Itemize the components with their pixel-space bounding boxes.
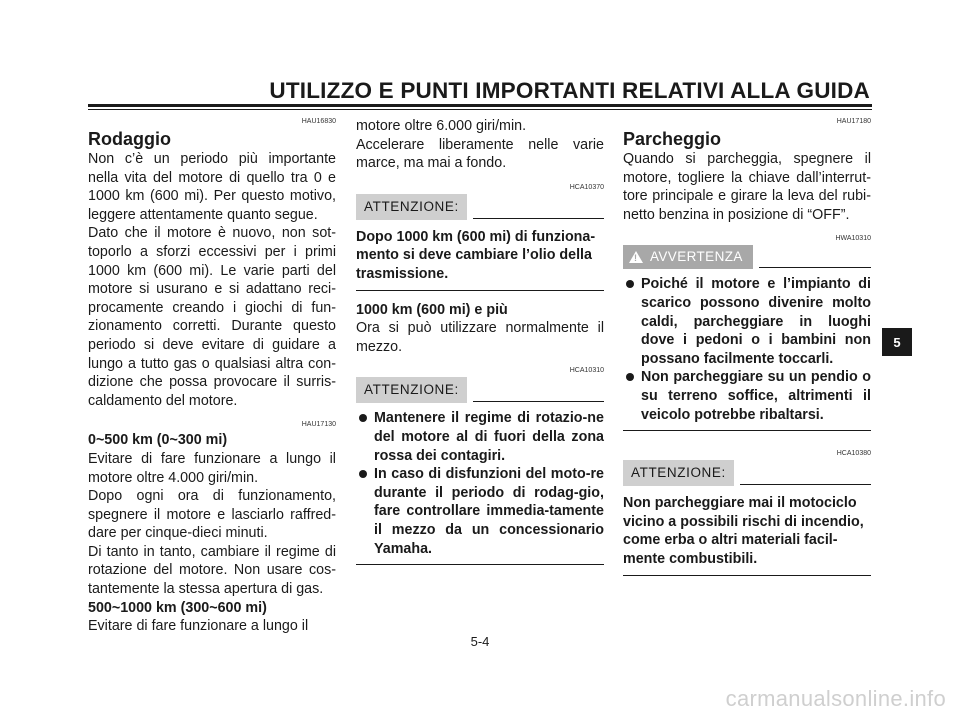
bullet-item: Non parcheggiare su un pendio o su terreno soffice, altrimenti il veicolo potrebbe ribaltarsi. — [623, 368, 871, 424]
notice-code: HCA10380 — [836, 450, 871, 458]
subheading: 500~1000 km (300~600 mi) — [88, 599, 267, 616]
paragraph: motore oltre 6.000 giri/min. — [356, 118, 527, 134]
attention-notice-header — [623, 460, 871, 486]
page-header-title: UTILIZZO E PUNTI IMPORTANTI RELATIVI ALLA GUIDA — [269, 78, 870, 103]
section-heading-parcheggio: Parcheggio — [623, 129, 722, 149]
subheading: 0~500 km (0~300 mi) — [88, 432, 228, 449]
paragraph: Non c’è un periodo più importante nella vita del motore di quello tra 0 e 1000 km (600 mi). Per questo motivo, leggere attentamente quanto segue. — [88, 151, 336, 223]
notice-rule — [356, 564, 604, 565]
warning-notice-header — [623, 245, 871, 269]
header-rule-thin — [88, 109, 872, 110]
bullet-item: Poiché il motore e l’impianto di scarico possono divenire molto caldi, parcheggiare in luoghi dove i pedoni o i bambini non possano facilmente toccarli. — [623, 275, 871, 368]
column-2 — [356, 117, 604, 565]
notice-rule — [623, 575, 871, 576]
paragraph: Evitare di fare funzionare a lungo il — [88, 618, 309, 635]
attention-notice-header — [356, 377, 604, 403]
column-1 — [88, 117, 336, 636]
bullet-item: In caso di disfunzioni del moto-re durante il periodo di rodag-gio, fare controllare immedia-tamente il mezzo da un concessionario Yamaha. — [356, 465, 604, 558]
column-3 — [623, 117, 871, 576]
notice-code: HCA10310 — [569, 367, 604, 375]
section-heading-rodaggio: Rodaggio — [88, 129, 171, 149]
paragraph: Dopo ogni ora di funzionamento, spegnere il motore e lasciarlo raffred-dare per cinque-dieci minuti. — [88, 488, 336, 542]
badge-rule — [473, 218, 604, 219]
attention-badge: ATTENZIONE: — [623, 460, 734, 486]
header-rule-thick — [88, 104, 872, 107]
badge-rule — [473, 401, 604, 402]
paragraph: Evitare di fare funzionare a lungo il motore oltre 4.000 giri/min. — [88, 450, 336, 486]
paragraph: Dato che il motore è nuovo, non sot-toporlo a sforzi eccessivi per i primi 1000 km (600 mi). Le varie parti del motore si usurano e si adattano reci-procamente creando i giochi di fun-zionamento corretti. Durante questo periodo si deve evitare di guidare a lungo a tutto gas o qualsiasi altra con-dizione che possa provocare il surris-caldamento del motore. — [88, 225, 336, 409]
bullet-item: Mantenere il regime di rotazio-ne del motore al di fuori della zona rossa dei contagiri. — [356, 409, 604, 465]
chapter-tab: 5 — [882, 328, 912, 356]
attention-bullet-list — [356, 409, 604, 558]
attention-notice-text: Non parcheggiare mai il motociclo vicino a possibili rischi di incendio, come erba o altri materiali facil-mente combustibili. — [623, 495, 864, 567]
section-code: HAU17180 — [836, 118, 871, 125]
attention-notice-text: Dopo 1000 km (600 mi) di funziona-mento si deve cambiare l’olio della trasmissione. — [356, 228, 596, 282]
paragraph: Quando si parcheggia, spegnere il motore, togliere la chiave dall’interrut-tore principale e girare la leva del rubi-netto benzina in posizione di “OFF”. — [623, 151, 871, 223]
paragraph: Di tanto in tanto, cambiare il regime di rotazione del motore. Non usare cos-tantemente la stessa apertura di gas. — [88, 543, 336, 598]
notice-code: HCA10370 — [569, 183, 604, 191]
watermark: carmanualsonline.info — [725, 686, 946, 711]
section-code: HAU16830 — [301, 118, 336, 125]
warning-badge-label: AVVERTENZA — [650, 249, 743, 265]
page-number: 5-4 — [470, 634, 490, 649]
paragraph: Accelerare liberamente nelle varie marce, ma mai a fondo. — [356, 136, 604, 172]
warning-triangle-icon: ! — [629, 251, 643, 263]
attention-notice-header — [356, 194, 604, 220]
badge-rule — [759, 267, 871, 268]
badge-rule — [740, 484, 871, 485]
warning-bullet-list — [623, 275, 871, 424]
warning-badge — [623, 245, 753, 269]
section-code: HAU17130 — [301, 421, 336, 429]
attention-badge: ATTENZIONE: — [356, 377, 467, 403]
paragraph: Ora si può utilizzare normalmente il mezzo. — [356, 320, 604, 355]
warning-code: HWA10310 — [835, 235, 871, 243]
attention-badge: ATTENZIONE: — [356, 194, 467, 220]
subheading: 1000 km (600 mi) e più — [356, 301, 508, 318]
